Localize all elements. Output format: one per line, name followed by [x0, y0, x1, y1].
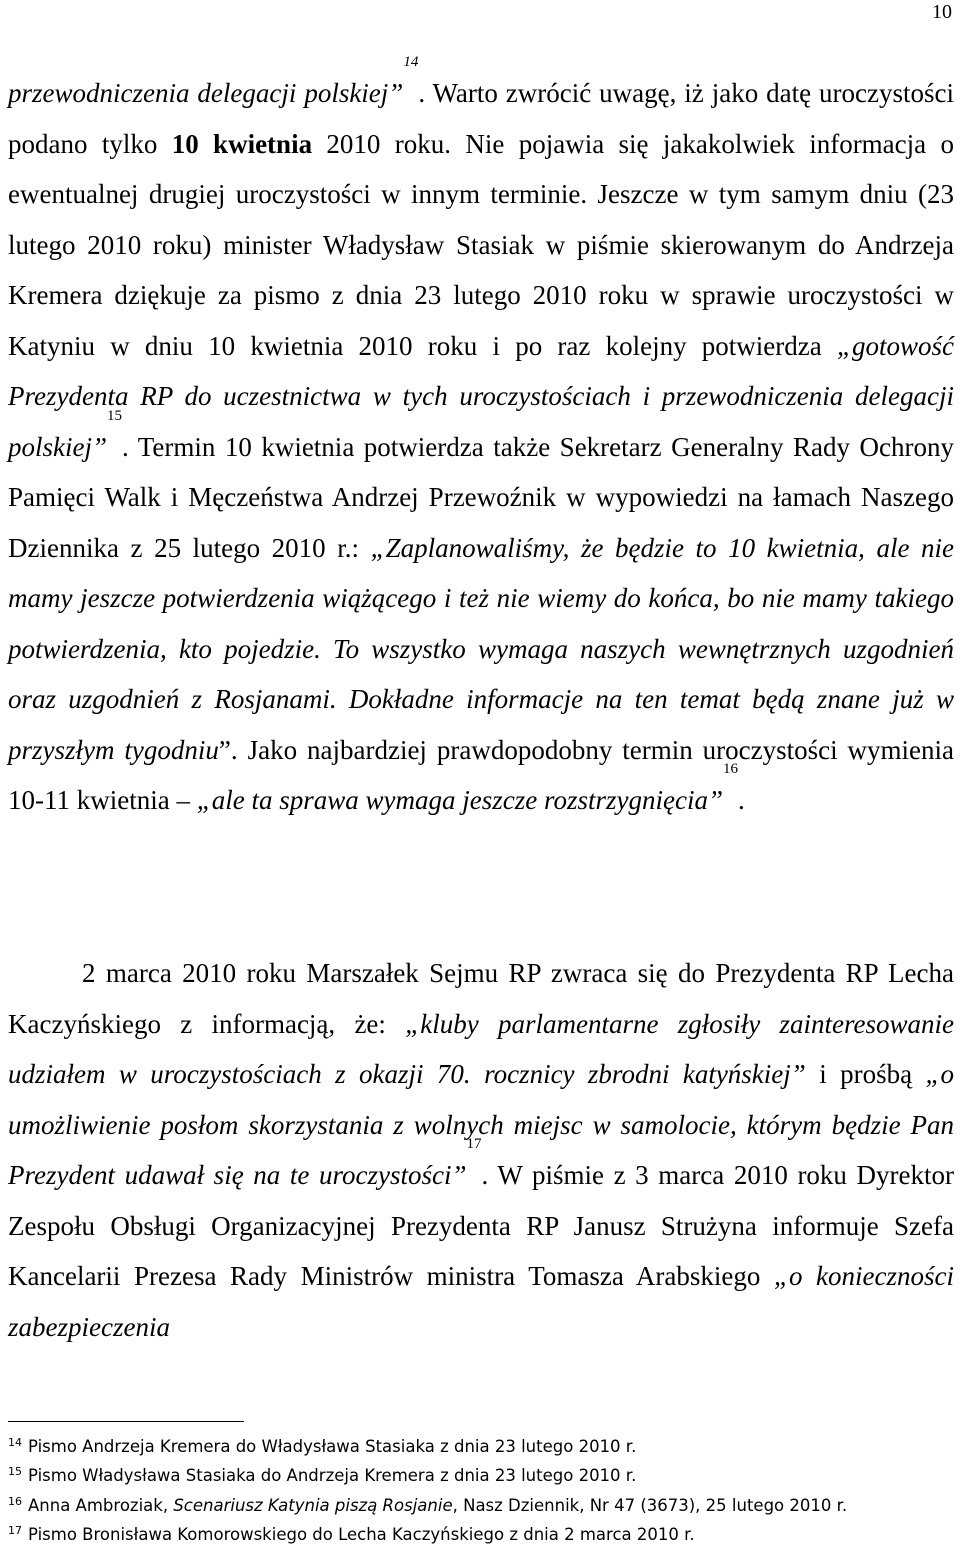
quote-close: ” — [388, 78, 404, 108]
body-text-run: . Termin 10 kwietnia potwierdza także Sekretarz Generalny Rady Ochrony Pamięci Walk i Męczeństwa Andrzej Przewoźnik w wypowiedzi na łamach Naszego Dziennika z 25 lutego 2010 r.: — [8, 431, 954, 563]
page-number: 10 — [932, 1, 952, 23]
bold-date: 10 kwietnia — [171, 128, 313, 159]
footnote-text: Pismo Bronisława Komorowskiego do Lecha Kaczyńskiego z dnia 2 marca 2010 r. — [28, 1524, 695, 1544]
body-text-run: . Warto zwrócić uwagę, iż jako datę uroczystości podano tylko — [8, 78, 954, 159]
body-text-run: 2010 roku. Nie pojawia się jakakolwiek informacja o ewentualnej drugiej uroczystości w innym terminie. Jeszcze w tym samym dniu (23 lutego 2010 roku) minister Władysław Stasiak w piśmie skierowanym do Andrzeja Kremera dziękuje za pismo z dnia 23 lutego 2010 roku w sprawie uroczystości w Katyniu w dniu 10 kwietnia 2010 roku i po raz kolejny potwierdza — [8, 128, 954, 361]
footnote-article-title: Scenariusz Katynia piszą Rosjanie — [173, 1495, 453, 1515]
body-text-run: . W piśmie z 3 marca 2010 roku Dyrektor Zespołu Obsługi Organizacyjnej Prezydenta RP Janusz Strużyna informuje Szefa Kancelarii Prezesa Rady Ministrów ministra Tomasza Arabskiego — [8, 1160, 955, 1291]
footnote-16 — [8, 1491, 954, 1520]
footnote-ref-15[interactable]: 15 — [107, 407, 122, 424]
footnote-15 — [8, 1461, 954, 1490]
footnote-text: Pismo Andrzeja Kremera do Władysława Stasiaka z dnia 23 lutego 2010 r. — [28, 1437, 637, 1456]
footnote-14 — [8, 1432, 954, 1461]
footnote-text: Pismo Władysława Stasiaka do Andrzeja Kremera z dnia 23 lutego 2010 r. — [28, 1466, 637, 1486]
footnote-17 — [8, 1520, 954, 1549]
body-paragraph-1 — [8, 54, 955, 826]
footnote-text: , Nasz Dziennik, Nr 47 (3673), 25 lutego 2010 r. — [452, 1495, 848, 1515]
quote-text: „Zaplanowaliśmy, że będzie to 10 kwietnia, ale nie mamy jeszcze potwierdzenia wiążącego i też nie wiemy do końca, bo nie mamy takiego potwierdzenia, kto pojedzie. To wszystko wymaga naszych wewnętrznych uzgodnień oraz uzgodnień z Rosjanami. Dokładne informacje na ten temat będą znane już w przyszłym tygodniu — [8, 532, 954, 765]
body-text-run: . — [737, 785, 745, 815]
footnote-ref-16[interactable]: 16 — [722, 761, 738, 777]
body-text-run: 2 marca 2010 roku Marszałek Sejmu RP zwraca się do Prezydenta RP Lecha Kaczyńskiego z informacją, że: — [8, 958, 954, 1039]
quote-text: „kluby parlamentarne zgłosiły zainteresowanie udziałem w uroczystościach z okazji 70. rocznicy zbrodni katyńskiej” — [8, 1008, 954, 1089]
footnote-number: 17 — [8, 1523, 22, 1537]
body-text-run: i prośbą — [805, 1059, 926, 1089]
footnote-text: Anna Ambroziak, — [28, 1495, 174, 1515]
footnote-ref-14[interactable]: 14 — [403, 54, 419, 70]
quote-text: „ale ta sprawa wymaga jeszcze rozstrzygnięcia” — [196, 785, 723, 815]
quote-text: „o konieczności zabezpieczenia — [8, 1261, 954, 1342]
body-text-run: ”. Jako najbardziej prawdopodobny termin uroczystości wymienia 10-11 kwietnia – — [8, 734, 955, 815]
footnote-separator — [8, 1421, 244, 1422]
footnote-ref-17[interactable]: 17 — [466, 1136, 482, 1152]
quote-text: przewodniczenia delegacji polskiej — [8, 78, 389, 108]
body-paragraph-2 — [8, 948, 954, 1352]
quote-text: „gotowość Prezydenta RP do uczestnictwa w tych uroczystościach i przewodniczenia delegacji polskiej” — [8, 330, 954, 462]
footnote-number: 15 — [8, 1465, 22, 1479]
footnote-number: 14 — [8, 1436, 22, 1449]
footnote-number: 16 — [8, 1494, 22, 1508]
footnotes — [8, 1432, 954, 1549]
quote-text: „o umożliwienie posłom skorzystania z wolnych miejsc w samolocie, którym będzie Pan Prezydent udawał się na te uroczystości” — [8, 1059, 955, 1190]
